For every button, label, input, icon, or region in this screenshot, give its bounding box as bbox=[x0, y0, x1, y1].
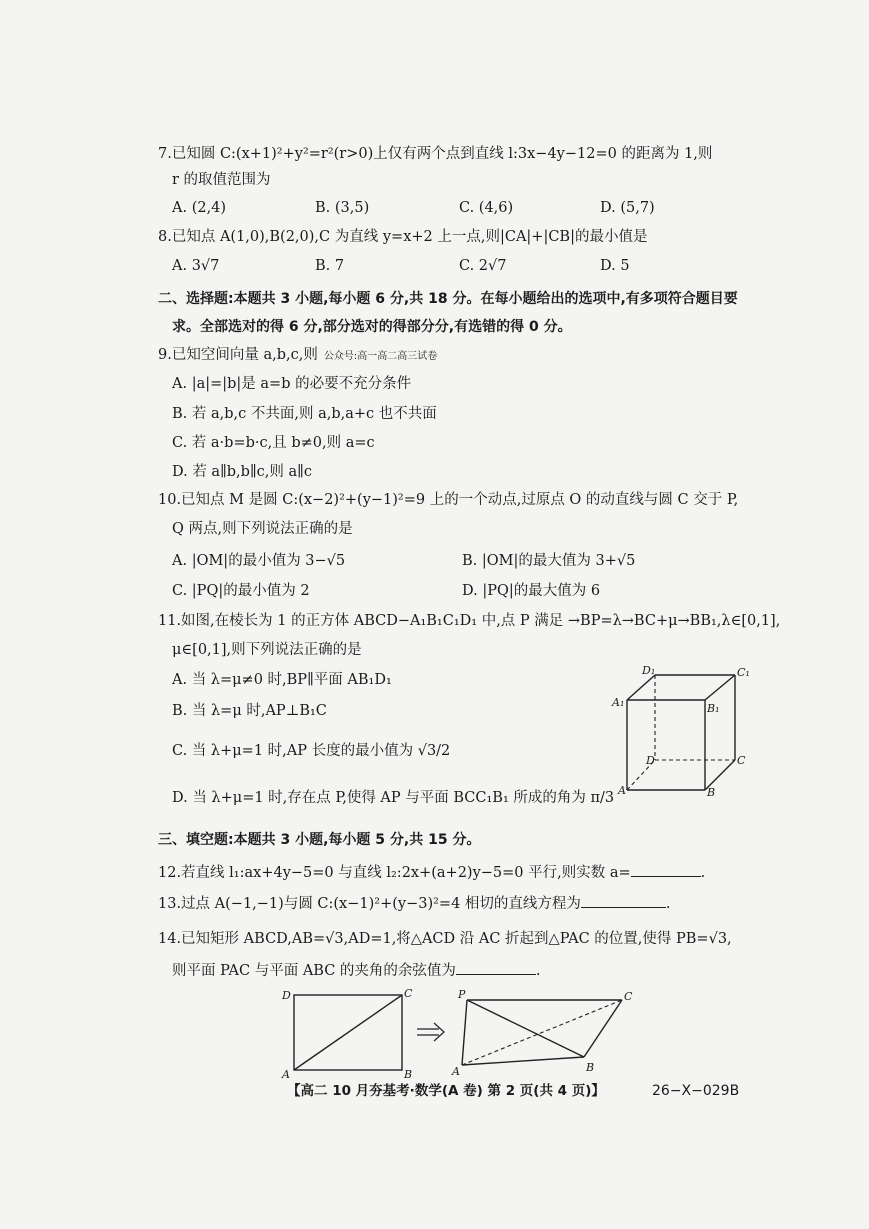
cube-label-d1: D₁ bbox=[642, 664, 656, 677]
right-arrow-icon bbox=[417, 1023, 444, 1041]
section2-heading-line1: 二、选择题:本题共 3 小题,每小题 6 分,共 18 分。在每小题给出的选项中,有多项符合题目要 bbox=[158, 291, 738, 307]
cube-label-b: B bbox=[707, 786, 716, 799]
q10-stem-line2: Q 两点,则下列说法正确的是 bbox=[172, 521, 353, 537]
q12-line: 12.若直线 l₁:ax+4y−5=0 与直线 l₂:2x+(a+2)y−5=0 平行,则实数 a= . bbox=[158, 862, 705, 882]
q14-answer-blank[interactable] bbox=[456, 960, 536, 975]
q9-option-d[interactable]: D. 若 a∥b,b∥c,则 a∥c bbox=[172, 464, 312, 480]
exam-code: 26−X−029B bbox=[652, 1083, 740, 1099]
watermark-text: 公众号:高一高二高三试卷 bbox=[323, 351, 438, 362]
cube-figure bbox=[610, 660, 755, 800]
q10-option-c[interactable]: C. |PQ|的最小值为 2 bbox=[172, 583, 310, 599]
q9-option-a[interactable]: A. |a|=|b|是 a=b 的必要不充分条件 bbox=[172, 376, 412, 392]
rect-label-d: D bbox=[282, 989, 291, 1002]
section3-heading: 三、填空题:本题共 3 小题,每小题 5 分,共 15 分。 bbox=[158, 832, 481, 848]
q8-option-a[interactable]: A. 3√7 bbox=[172, 258, 220, 274]
rect-label-b: B bbox=[404, 1068, 413, 1080]
q13-answer-blank[interactable] bbox=[581, 893, 666, 908]
q11-stem-line2: μ∈[0,1],则下列说法正确的是 bbox=[172, 642, 362, 658]
fold-figure bbox=[272, 985, 652, 1080]
q11-option-d[interactable]: D. 当 λ+μ=1 时,存在点 P,使得 AP 与平面 BCC₁B₁ 所成的角为 π/3 bbox=[172, 790, 615, 806]
q11-option-a[interactable]: A. 当 λ=μ≠0 时,BP∥平面 AB₁D₁ bbox=[172, 672, 392, 688]
cube-label-c1: C₁ bbox=[737, 666, 750, 679]
q11-stem-line1: 11.如图,在棱长为 1 的正方体 ABCD−A₁B₁C₁D₁ 中,点 P 满足 →BP=λ→BC+μ→BB₁,λ∈[0,1], bbox=[158, 613, 781, 629]
q10-stem-line1: 10.已知点 M 是圆 C:(x−2)²+(y−1)²=9 上的一个动点,过原点 O 的动直线与圆 C 交于 P, bbox=[158, 492, 739, 508]
q8-stem: 8.已知点 A(1,0),B(2,0),C 为直线 y=x+2 上一点,则|CA|+|CB|的最小值是 bbox=[158, 229, 648, 245]
q13-line: 13.过点 A(−1,−1)与圆 C:(x−1)²+(y−3)²=4 相切的直线方程为 . bbox=[158, 893, 671, 913]
q11-option-c[interactable]: C. 当 λ+μ=1 时,AP 长度的最小值为 √3/2 bbox=[172, 743, 451, 759]
fold-label-p: P bbox=[458, 988, 466, 1001]
fold-label-c: C bbox=[624, 990, 633, 1003]
q10-option-a[interactable]: A. |OM|的最小值为 3−√5 bbox=[172, 553, 346, 569]
cube-label-c: C bbox=[737, 754, 746, 767]
section2-heading-line2: 求。全部选对的得 6 分,部分选对的得部分分,有选错的得 0 分。 bbox=[172, 319, 572, 335]
q7-option-b[interactable]: B. (3,5) bbox=[315, 200, 370, 216]
cube-label-a1: A₁ bbox=[612, 696, 625, 709]
q12-answer-blank[interactable] bbox=[631, 862, 701, 877]
q8-option-d[interactable]: D. 5 bbox=[600, 258, 630, 274]
q7-option-a[interactable]: A. (2,4) bbox=[172, 200, 227, 216]
q11-option-b[interactable]: B. 当 λ=μ 时,AP⊥B₁C bbox=[172, 703, 327, 719]
q7-option-c[interactable]: C. (4,6) bbox=[459, 200, 514, 216]
q8-option-b[interactable]: B. 7 bbox=[315, 258, 345, 274]
q9-option-c[interactable]: C. 若 a·b=b·c,且 b≠0,则 a=c bbox=[172, 435, 375, 451]
q9-stem: 9.已知空间向量 a,b,c,则 公众号:高一高二高三试卷 bbox=[158, 347, 438, 363]
fold-label-b: B bbox=[586, 1061, 595, 1074]
q7-stem-line1: 7.已知圆 C:(x+1)²+y²=r²(r>0)上仅有两个点到直线 l:3x−4y−12=0 的距离为 1,则 bbox=[158, 146, 713, 162]
rect-label-a: A bbox=[282, 1068, 290, 1080]
q8-option-c[interactable]: C. 2√7 bbox=[459, 258, 507, 274]
q10-option-d[interactable]: D. |PQ|的最大值为 6 bbox=[462, 583, 601, 599]
rect-label-c: C bbox=[404, 987, 413, 1000]
cube-label-b1: B₁ bbox=[707, 702, 720, 715]
page-footer: 【高二 10 月夯基考·数学(A 卷) 第 2 页(共 4 页)】 bbox=[287, 1083, 605, 1099]
q7-stem-line2: r 的取值范围为 bbox=[172, 172, 271, 188]
q14-line2: 则平面 PAC 与平面 ABC 的夹角的余弦值为 . bbox=[172, 960, 541, 980]
cube-label-d: D bbox=[646, 754, 655, 767]
q9-option-b[interactable]: B. 若 a,b,c 不共面,则 a,b,a+c 也不共面 bbox=[172, 406, 437, 422]
cube-label-a: A bbox=[618, 784, 626, 797]
q10-option-b[interactable]: B. |OM|的最大值为 3+√5 bbox=[462, 553, 636, 569]
q7-option-d[interactable]: D. (5,7) bbox=[600, 200, 655, 216]
q14-stem-line1: 14.已知矩形 ABCD,AB=√3,AD=1,将△ACD 沿 AC 折起到△PAC 的位置,使得 PB=√3, bbox=[158, 931, 732, 947]
fold-label-a: A bbox=[452, 1065, 460, 1078]
